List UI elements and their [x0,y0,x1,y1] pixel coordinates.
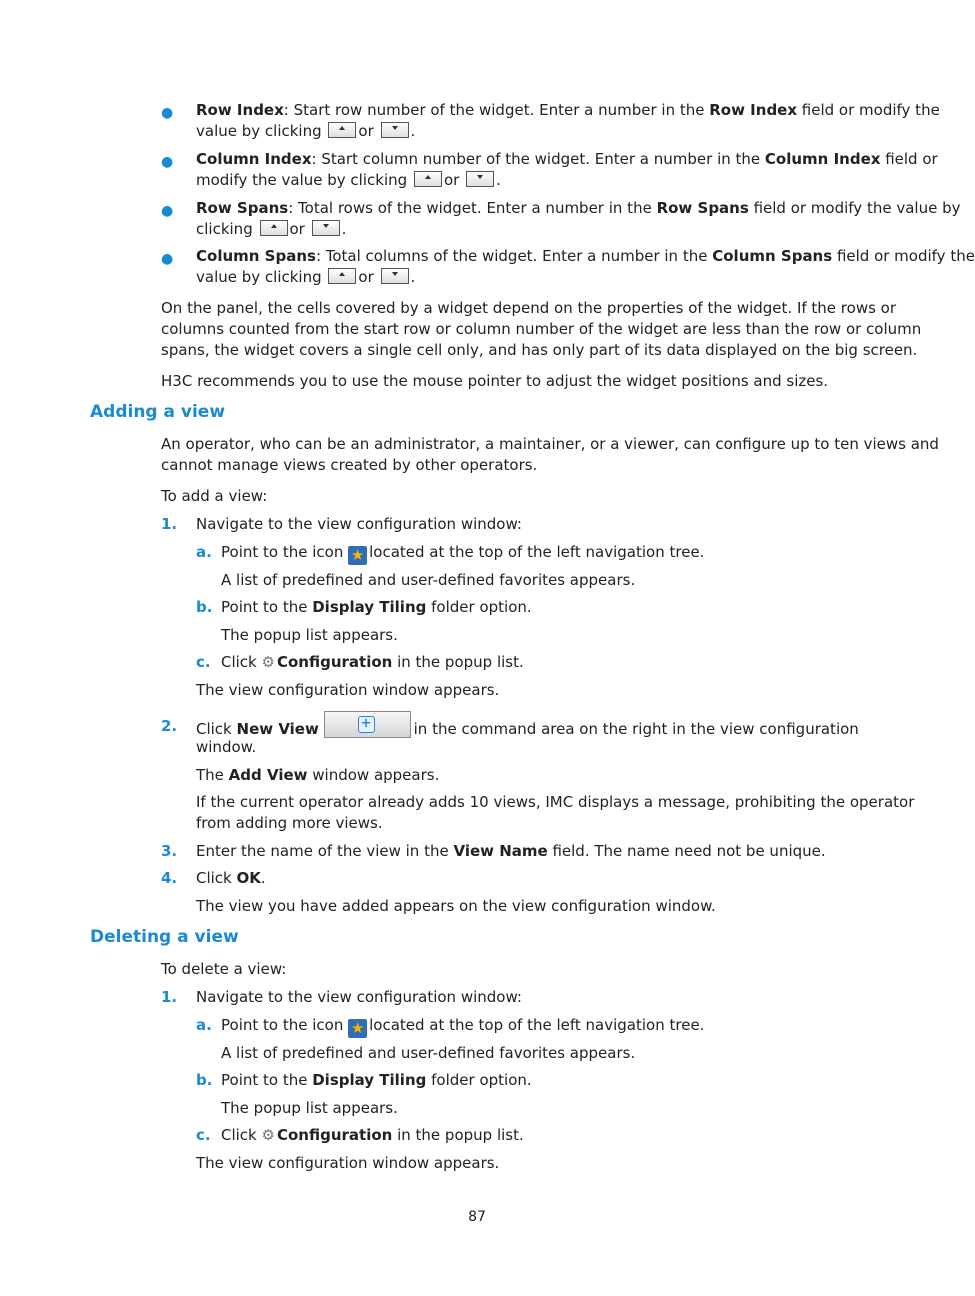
bullet-row-spans-line2: clicking or . [196,220,347,238]
bullet-dot: ● [161,105,174,121]
step-text: Navigate to the view configuration window: [196,515,522,533]
step-text: Click OK. [196,869,266,887]
spin-up-icon [328,268,356,284]
substep-label: c. [196,653,211,671]
substep-text: Click ⚙ Configuration in the popup list. [221,653,524,671]
substep-result: The popup list appears. [221,1099,398,1117]
bullet-column-spans: Column Spans: Total columns of the widget. Enter a number in the Column Spans field or modify the [196,247,975,265]
substep-result: A list of predefined and user-defined favorites appears. [221,1044,636,1062]
step-number: 1. [161,515,178,533]
spin-down-icon [381,268,409,284]
bullet-dot: ● [161,154,174,170]
lead-text: To delete a view: [161,960,287,978]
new-view-button-icon: + [324,711,411,738]
substep-result: The popup list appears. [221,626,398,644]
substep-text: Click ⚙ Configuration in the popup list. [221,1126,524,1144]
step-result: The view configuration window appears. [196,1154,500,1172]
page-number: 87 [468,1209,486,1225]
step-result: The view configuration window appears. [196,681,500,699]
step-text: Navigate to the view configuration window: [196,988,522,1006]
section-heading-adding-a-view: Adding a view [90,402,226,422]
spin-up-icon [260,220,288,236]
paragraph: H3C recommends you to use the mouse pointer to adjust the widget positions and sizes. [161,372,829,390]
step-number: 2. [161,717,178,735]
step-note-line: from adding more views. [196,814,383,832]
substep-label: a. [196,1016,212,1034]
bullet-dot: ● [161,203,174,219]
substep-label: b. [196,598,213,616]
paragraph-line: On the panel, the cells covered by a widget depend on the properties of the widget. If the rows or [161,299,897,317]
step-result: The Add View window appears. [196,766,440,784]
substep-text: Point to the icon ★ located at the top of the left navigation tree. [221,1016,705,1037]
paragraph-line: cannot manage views created by other operators. [161,456,538,474]
step-note-line: If the current operator already adds 10 views, IMC displays a message, prohibiting the operator [196,793,915,811]
step-text-line2: window. [196,738,257,756]
favorites-star-icon: ★ [348,1019,367,1038]
section-heading-deleting-a-view: Deleting a view [90,927,239,947]
substep-label: b. [196,1071,213,1089]
step-text: Click New View + in the command area on the right in the view configuration [196,711,859,744]
spin-down-icon [312,220,340,236]
substep-label: a. [196,543,212,561]
gear-icon: ⚙ [261,653,275,671]
spin-down-icon [466,171,494,187]
substep-text: Point to the Display Tiling folder option. [221,598,532,616]
bullet-row-index: Row Index: Start row number of the widget. Enter a number in the Row Index field or modify the [196,101,940,119]
paragraph-line: An operator, who can be an administrator, a maintainer, or a viewer, can configure up to ten views and [161,435,939,453]
spin-up-icon [328,122,356,138]
step-number: 3. [161,842,178,860]
favorites-star-icon: ★ [348,546,367,565]
bullet-row-index-line2: value by clicking or . [196,122,416,140]
lead-text: To add a view: [161,487,268,505]
gear-icon: ⚙ [261,1126,275,1144]
bullet-column-index-line2: modify the value by clicking or . [196,171,501,189]
bullet-row-spans: Row Spans: Total rows of the widget. Enter a number in the Row Spans field or modify the value by [196,199,961,217]
step-number: 4. [161,869,178,887]
spin-up-icon [414,171,442,187]
step-number: 1. [161,988,178,1006]
spin-down-icon [381,122,409,138]
step-result: The view you have added appears on the view configuration window. [196,897,716,915]
substep-label: c. [196,1126,211,1144]
paragraph-line: columns counted from the start row or column number of the widget are less than the row or column [161,320,922,338]
substep-result: A list of predefined and user-defined favorites appears. [221,571,636,589]
bullet-column-index: Column Index: Start column number of the widget. Enter a number in the Column Index field or [196,150,938,168]
paragraph-line: spans, the widget covers a single cell only, and has only part of its data displayed on the big screen. [161,341,918,359]
bullet-column-spans-line2: value by clicking or . [196,268,416,286]
step-text: Enter the name of the view in the View Name field. The name need not be unique. [196,842,826,860]
bullet-dot: ● [161,251,174,267]
substep-text: Point to the icon ★ located at the top of the left navigation tree. [221,543,705,564]
substep-text: Point to the Display Tiling folder option. [221,1071,532,1089]
